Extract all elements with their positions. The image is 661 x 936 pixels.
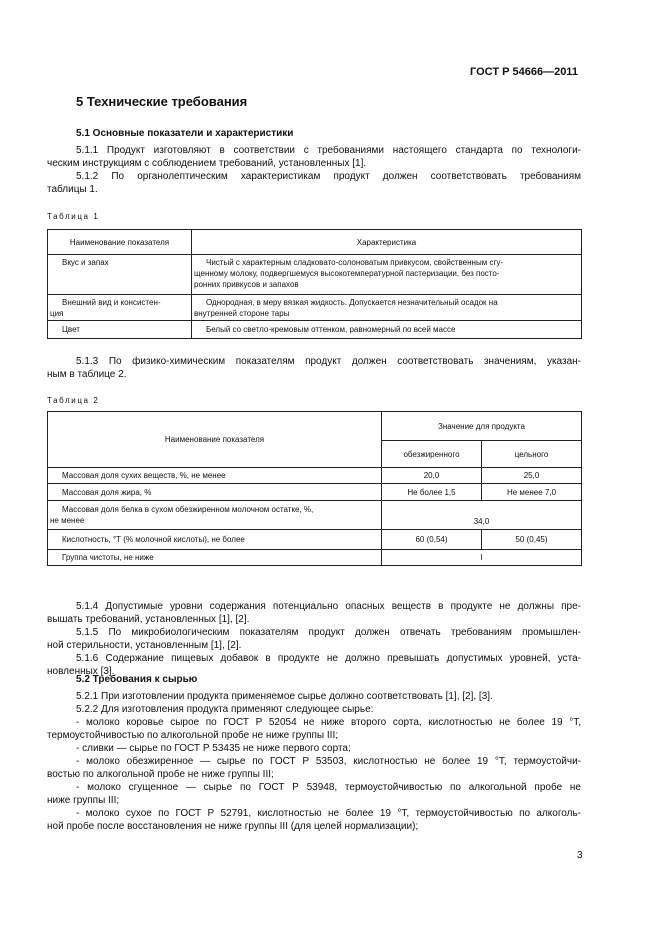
text-line: - молоко коровье сырое по ГОСТ Р 52054 не ниже второго сорта, кислотностью не более 19 °Т, — [76, 717, 581, 728]
table-row — [48, 255, 582, 295]
list-item — [47, 807, 581, 833]
table-2-header-value: Значение для продукта — [382, 412, 582, 441]
table-2-subheader-whole: цельного — [482, 441, 582, 468]
text-line: 5.2.1 При изготовлении продукта применяемое сырье должно соответствовать [1], [2], [3]. — [76, 691, 493, 702]
table-cell-value: 25,0 — [482, 468, 582, 484]
table-2-caption: Таблица 2 — [47, 396, 100, 405]
text-line: ным в таблице 2. — [47, 369, 127, 380]
table-row — [48, 550, 582, 566]
text-line: - молоко сгущенное — сырье по ГОСТ Р 53948, термоустойчивостью по алкогольной пробе не — [76, 782, 581, 793]
table-cell-value: 50 (0,45) — [482, 530, 582, 550]
list-item — [47, 742, 581, 755]
text-line: ной стерильности, установленным [1], [2]. — [47, 640, 242, 651]
page-number: 3 — [577, 850, 583, 861]
text-line: ческим инструкциям с соблюдением требований, установленных [1]. — [47, 158, 367, 169]
subsection-title-5-1: 5.1 Основные показатели и характеристики — [76, 128, 294, 139]
table-cell-value: 60 (0,54) — [382, 530, 482, 550]
table-cell-value-merged: 34,0 — [382, 501, 582, 530]
table-row — [48, 468, 582, 484]
text-line: термоустойчивостью по алкогольной пробе не ниже группы III; — [47, 730, 339, 741]
paragraph-5-1-2 — [47, 170, 581, 196]
table-row — [48, 484, 582, 501]
table-1-header-name: Наименование показателя — [48, 230, 192, 255]
cell-line: внутренней стороне тары — [194, 309, 290, 318]
table-row — [48, 295, 582, 321]
table-cell-name: Кислотность, °Т (% молочной кислоты), не более — [48, 530, 382, 550]
table-cell-value — [192, 255, 582, 295]
table-2-subheader-skim: обезжиренного — [382, 441, 482, 468]
text-line: 5.1.5 По микробиологическим показателям продукт должен отвечать требованиям промышлен- — [76, 627, 581, 638]
table-1-caption: Таблица 1 — [47, 212, 100, 221]
subsection-title-5-2: 5.2 Требования к сырью — [76, 674, 198, 685]
table-cell-value-merged: I — [382, 550, 582, 566]
table-cell-value: Не более 1,5 — [382, 484, 482, 501]
table-cell-value: Не менее 7,0 — [482, 484, 582, 501]
paragraph-5-1-4 — [47, 600, 581, 626]
table-cell-name: Массовая доля сухих веществ, %, не менее — [48, 468, 382, 484]
text-line: - молоко сухое по ГОСТ Р 52791, кислотностью не более 19 °Т, термоустойчивостью по алкоголь- — [76, 808, 581, 819]
raw-material-list — [47, 716, 581, 833]
list-item — [47, 781, 581, 807]
text-line: 5.1.6 Содержание пищевых добавок в продукте не должно превышать допустимых уровней, уста- — [76, 653, 581, 664]
text-line: ниже группы III; — [47, 795, 120, 806]
table-cell-name: Цвет — [48, 321, 192, 339]
table-cell-name — [48, 295, 192, 321]
list-item — [47, 755, 581, 781]
cell-line: Вкус и запах — [62, 258, 109, 267]
paragraph-5-2-1 — [47, 690, 581, 703]
text-line: 5.1.2 По органолептическим характеристикам продукт должен соответствовать требованиям — [76, 171, 581, 182]
cell-line: Внешний вид и консистен- — [62, 298, 161, 307]
cell-line: Чистый с характерным сладковато-солоноватым привкусом, свойственным сгу- — [206, 258, 504, 267]
table-cell-value — [192, 295, 582, 321]
table-row — [48, 321, 582, 339]
table-cell-value: 20,0 — [382, 468, 482, 484]
standard-number: ГОСТ Р 54666—2011 — [470, 66, 578, 78]
cell-line: Массовая доля белка в сухом обезжиренном молочном остатке, %, — [62, 505, 314, 514]
paragraph-5-1-1 — [47, 144, 581, 170]
text-line: таблицы 1. — [47, 184, 98, 195]
section-title: 5 Технические требования — [76, 94, 248, 109]
table-cell-name — [48, 255, 192, 295]
text-line: 5.1.3 По физико-химическим показателям продукт должен соответствовать значениям, указан- — [76, 356, 581, 367]
table-1 — [47, 229, 582, 339]
list-item — [47, 716, 581, 742]
text-line: - молоко обезжиренное — сырье по ГОСТ Р 53503, кислотностью не более 19 °Т, термоустойчи- — [76, 756, 581, 767]
table-2-header-name: Наименование показателя — [48, 412, 382, 468]
table-cell-value: Белый со светло-кремовым оттенком, равномерный по всей массе — [192, 321, 582, 339]
text-line: вышать требований, установленных [1], [2]. — [47, 614, 250, 625]
cell-line: не менее — [50, 516, 85, 525]
paragraph-5-2-2 — [47, 703, 581, 716]
text-line: востью по алкогольной пробе не ниже группы III; — [47, 769, 274, 780]
text-line: 5.1.1 Продукт изготовляют в соответствии с требованиями настоящего стандарта по технологи- — [76, 145, 581, 156]
cell-line: ронних привкусов и запахов — [194, 280, 299, 289]
table-row — [48, 501, 582, 530]
table-cell-name — [48, 501, 382, 530]
cell-line: Однородная, в меру вязкая жидкость. Допускается незначительный осадок на — [206, 298, 498, 307]
table-2 — [47, 411, 582, 566]
text-line: ной пробе после восстановления не ниже группы III (для целей нормализации); — [47, 821, 419, 832]
paragraph-5-1-5 — [47, 626, 581, 652]
text-line: - сливки — сырье по ГОСТ Р 53435 не ниже первого сорта; — [76, 743, 351, 754]
paragraph-5-1-3 — [47, 355, 581, 381]
text-line: 5.1.4 Допустимые уровни содержания потенциально опасных веществ в продукте не должны пре- — [76, 601, 581, 612]
cell-line: ция — [50, 309, 64, 318]
text-line: новленных [3]. — [47, 666, 115, 677]
text-line: 5.2.2 Для изготовления продукта применяют следующее сырье: — [76, 704, 374, 715]
table-cell-name: Массовая доля жира, % — [48, 484, 382, 501]
cell-line: щенному молоку, подвергшемуся высокотемпературной пастеризации, без посто- — [194, 269, 500, 278]
table-row — [48, 530, 582, 550]
table-1-header-value: Характеристика — [192, 230, 582, 255]
table-cell-name: Группа чистоты, не ниже — [48, 550, 382, 566]
